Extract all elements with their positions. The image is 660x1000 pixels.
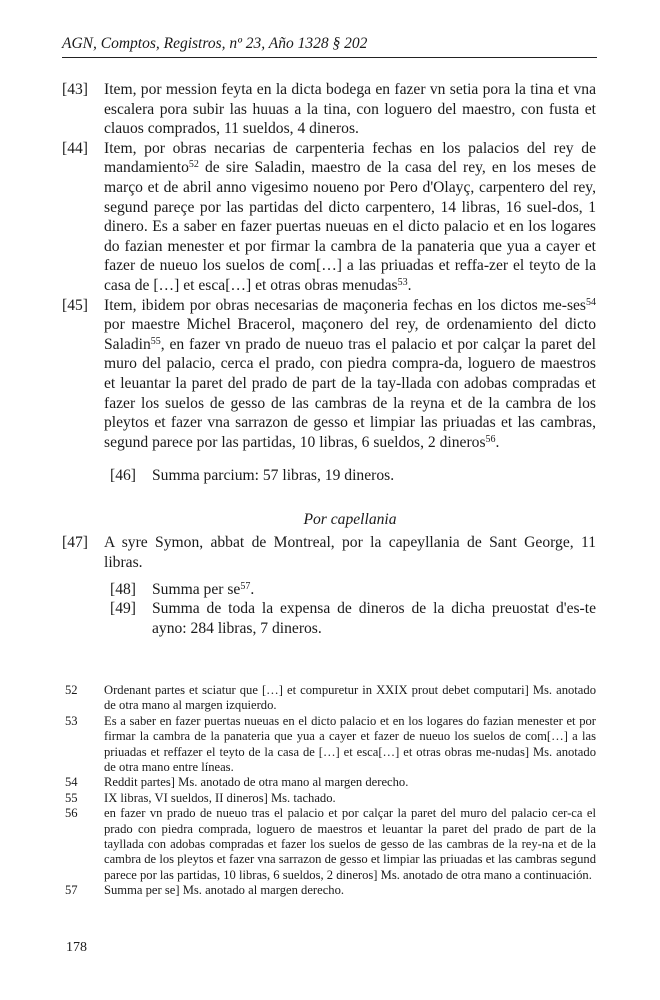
- footnote-number: 53: [65, 713, 78, 728]
- entry-44: [62, 139, 596, 296]
- entry-number: [45]: [62, 296, 88, 314]
- entry-number: [46]: [110, 467, 136, 485]
- entry-text-segment: Summa de toda la expensa de dineros de la dicha preuostat d'es-te ayno: 284 libras, 7 dineros.: [152, 600, 596, 637]
- main-text: [62, 80, 596, 638]
- entry-text-segment: Item, por mession feyta en la dicta bodega en fazer vn setia pora la tina et vna escalera pora subir las huuas a la tina, con loguero del maestro, con fusta et clauos comprados, 11 sueldos, 4 dineros.: [104, 81, 596, 138]
- entry-text-segment: Item, por obras necarias de carpenteria fechas en los palacios del rey de mandamiento: [104, 139, 596, 177]
- entry-text-segment: .: [495, 433, 500, 451]
- entry-text-segment: .: [407, 276, 412, 294]
- footnote-number: 56: [65, 806, 78, 821]
- footnote-ref-57[interactable]: 57: [240, 580, 251, 592]
- entry-number: [47]: [62, 534, 88, 552]
- footnote-number: 52: [65, 683, 78, 697]
- running-head-title: AGN, Comptos, Registros, n: [62, 35, 238, 52]
- entry-text: [152, 466, 596, 486]
- entry-text: [104, 296, 596, 453]
- running-head-year-section: 23, Año 1328 § 202: [241, 35, 368, 52]
- entry-text-segment: Summa per se: [152, 580, 241, 598]
- entry-number: [48]: [110, 580, 136, 598]
- footnote-ref-53[interactable]: 53: [397, 276, 408, 288]
- entry-48: [62, 580, 596, 600]
- entry-text: [152, 599, 596, 638]
- entry-45: [62, 296, 596, 453]
- footnote-53: [62, 714, 596, 776]
- section-heading: Por capellania: [303, 510, 397, 528]
- entry-text: [104, 533, 596, 572]
- footnote-ref-52[interactable]: 52: [188, 159, 199, 171]
- footnote-text: IX libras, VI sueldos, II dineros] Ms. tachado.: [104, 790, 336, 805]
- footnote-text: Summa per se] Ms. anotado al margen derecho.: [104, 883, 345, 898]
- footnote-text: en fazer vn prado de nueuo tras el palacio et por calçar la paret del muro del palacio cer-ca el prado con piedra comprada, loguero de maestros et leuantar la paret del prado de part de la tayllada con adobas compradas et fazer los suelos de gesso de las cambras de la rey-na et de la cambra de los pleytos et fazer vna sarrazon de gesso et limpiar las priuadas et las cambras segund parece por las partidas, 10 libras, 6 sueldos, 2 dineros] Ms. anotado de otra mano a continuación.: [104, 806, 596, 882]
- footnote-ref-56[interactable]: 56: [485, 433, 496, 445]
- footnote-text: Es a saber en fazer puertas nueuas en el dicto palacio et en los logares do fazian menester et por firmar la cambra de la panateria que yua a cayer et fazer de nueuo los suelos de com[…] a las priuadas et reffazer el teyto de la casa de […] et esca[…] et otras obras me-nudas] Ms. anotado de otra mano entre líneas.: [104, 713, 596, 775]
- footnote-57: [62, 883, 596, 898]
- entry-46: [62, 466, 596, 486]
- entry-text: [104, 80, 596, 139]
- running-head: [62, 34, 597, 58]
- entry-text-segment: Summa parcium: 57 libras, 19 dineros.: [152, 467, 395, 485]
- entry-text: [152, 580, 596, 600]
- entry-number: [49]: [110, 600, 136, 618]
- footnote-52: [62, 683, 596, 714]
- entry-text-segment: Item, ibidem por obras necesarias de maçoneria fechas en los dictos me-ses: [104, 296, 586, 314]
- footnote-54: [62, 775, 596, 790]
- entry-text-segment: A syre Symon, abbat de Montreal, por la capeyllania de Sant George, 11 libras.: [104, 534, 596, 572]
- footnote-text: Reddit partes] Ms. anotado de otra mano al margen derecho.: [104, 775, 409, 790]
- footnote-text: Ordenant partes et sciatur que […] et compuretur in XXIX prout debet computari] Ms. anotado de otra mano al margen izquierdo.: [104, 683, 596, 713]
- entry-text-segment: de sire Saladin, maestro de la casa del rey, en los meses de març​o et de abril anno vigesimo noueno por Pero d'Olayç, carpentero del rey, segund pareçe por las partidas del dicto carpentero, 14 libras, 16 suel-dos, 1 dinero. Es a saber en fazer puertas nueuas en el dicto palacio et en los logares do fazian menester et por firmar la cambra de la panateria que yua a cayer et fazer de nueuo los suelos de com[…] a las priuadas et reffa-zer el teyto de la casa de […] et esca[…] et otras obras menudas: [104, 159, 596, 294]
- entry-text: [104, 139, 596, 296]
- entry-47: [62, 533, 596, 572]
- entry-number: [44]: [62, 139, 88, 157]
- entry-text-segment: por maestre Michel Bracerol, maçonero del rey, de ordenamiento del dicto Saladin: [104, 316, 596, 353]
- footnotes: [62, 683, 596, 899]
- footnote-55: [62, 791, 596, 806]
- entry-text-segment: .: [250, 580, 255, 598]
- entry-number: [43]: [62, 81, 88, 98]
- page-number: 178: [66, 940, 87, 955]
- footnote-ref-55[interactable]: 55: [150, 335, 161, 347]
- entry-text-segment: , en fazer vn prado de nueuo tras el palacio et por calçar la paret del muro del palacio, cerca el prado, con piedra compra-da, loguero de maestros et leuantar la paret del prado de part de la tay-llada con adobas compradas et fazer los suelos de gesso de las cambras de la reyna et de la cambra de los pleytos et fazer vna sarrazon de gesso et limpiar las priuadas et las cambras, segund parece por las partidas, 10 libras, 6 sueldos, 2 dineros: [104, 335, 596, 451]
- running-head-ordinal: º: [237, 35, 242, 52]
- entry-43: [62, 80, 596, 139]
- footnote-number: 54: [65, 775, 78, 790]
- footnote-number: 57: [65, 883, 78, 898]
- footnote-56: [62, 806, 596, 883]
- footnote-number: 55: [65, 790, 78, 805]
- entry-49: [62, 599, 596, 638]
- footnote-ref-54[interactable]: 54: [586, 296, 596, 308]
